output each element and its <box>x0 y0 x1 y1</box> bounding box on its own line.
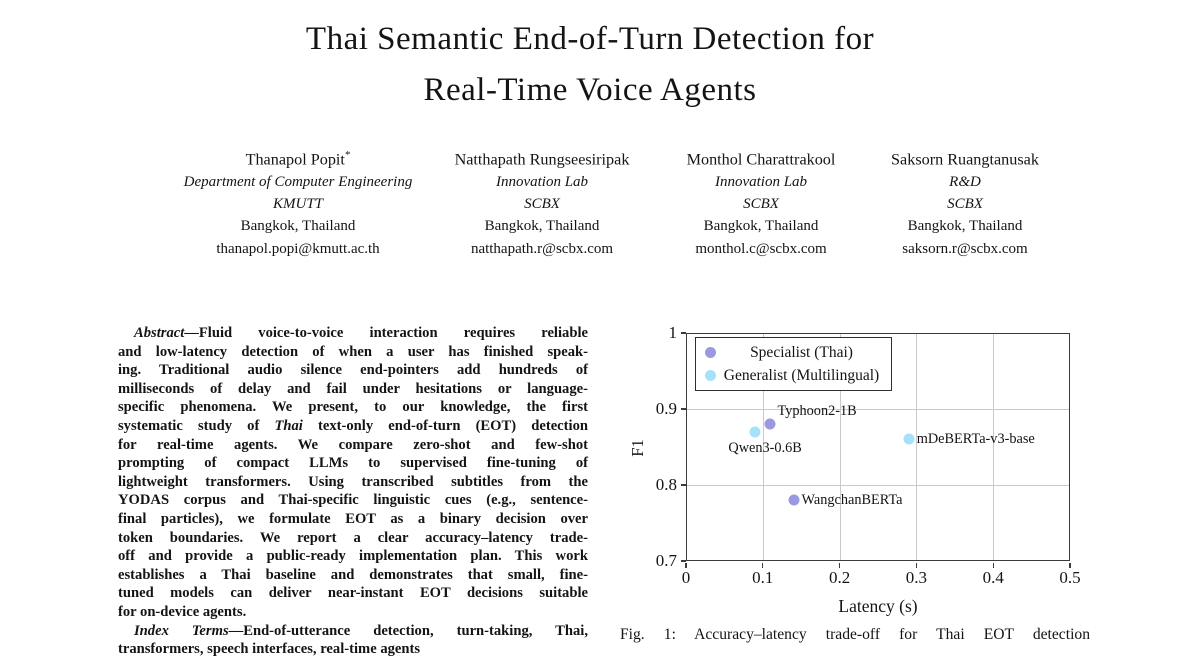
x-tick-mark <box>916 563 917 568</box>
author-2 <box>428 144 656 260</box>
legend-marker-icon <box>705 370 716 381</box>
author-name <box>866 144 1064 171</box>
point-label: WangchanBERTa <box>801 492 903 509</box>
author-affiliation: Innovation Lab <box>495 173 589 190</box>
chart-legend <box>695 337 892 391</box>
legend-item <box>700 364 887 387</box>
abstract-line: prompting of compact LLMs to supervised fine-tuning of <box>118 455 588 472</box>
paper-title <box>0 14 1180 116</box>
abstract-line: for real-time agents. We compare zero-shot and few-shot <box>118 436 588 453</box>
author-name <box>660 144 862 171</box>
abstract-line: final particles), we formulate EOT as a binary decision over <box>118 510 588 527</box>
y-tick-label: 0.9 <box>655 399 677 418</box>
author-email: saksorn.r@scbx.com <box>902 240 1028 257</box>
data-point <box>788 495 799 506</box>
y-tick-mark <box>681 560 686 561</box>
abstract-line: milliseconds of delay and fail under hesitations or language- <box>118 380 588 397</box>
paper-title-line2: Real-Time Voice Agents <box>423 72 757 108</box>
x-tick-label: 0.2 <box>828 568 851 587</box>
author-email: monthol.c@scbx.com <box>695 240 827 257</box>
author-location: Bangkok, Thailand <box>240 218 356 235</box>
x-tick-mark <box>839 563 840 568</box>
author-email: thanapol.popi@kmutt.ac.th <box>216 240 380 257</box>
author-institution: SCBX <box>743 195 779 212</box>
author-mark: * <box>344 149 351 161</box>
y-tick-label: 0.7 <box>655 551 677 570</box>
abstract-column <box>118 324 588 659</box>
legend-label: Generalist (Multilingual) <box>723 366 880 384</box>
abstract-line: lightweight transformers. Using transcribed subtitles from the <box>118 473 588 490</box>
point-label: mDeBERTa-v3-base <box>916 431 1035 448</box>
abstract-line: Abstract—Fluid voice-to-voice interaction requires reliable <box>134 325 588 341</box>
abstract-line: establishes a Thai baseline and demonstrates that small, fine- <box>118 566 588 583</box>
x-tick-label: 0.4 <box>982 568 1004 587</box>
author-email: natthapath.r@scbx.com <box>470 240 614 257</box>
author-institution: SCBX <box>947 195 983 212</box>
legend-label: Specialist (Thai) <box>750 343 853 361</box>
x-tick-label: 0 <box>681 568 691 587</box>
data-point <box>903 434 914 445</box>
author-location: Bangkok, Thailand <box>703 218 819 235</box>
figure-caption: Fig. 1: Accuracy–latency trade-off for Thai EOT detection <box>620 626 1090 643</box>
figure-1 <box>620 320 1090 660</box>
x-tick-mark <box>762 563 763 568</box>
author-name-text: Thanapol Popit <box>245 150 345 169</box>
x-tick-mark <box>685 563 686 568</box>
data-point <box>750 426 761 437</box>
point-label: Qwen3-0.6B <box>728 439 802 456</box>
abstract-line: transformers, speech interfaces, real-time agents <box>118 641 421 658</box>
paper-title-line1: Thai Semantic End-of-Turn Detection for <box>305 21 875 57</box>
abstract-line: systematic study of Thai text-only end-of-turn (EOT) detection <box>118 417 588 434</box>
legend-item <box>700 341 887 364</box>
y-tick-mark <box>681 332 686 333</box>
author-4 <box>866 144 1064 260</box>
author-location: Bangkok, Thailand <box>484 218 600 235</box>
author-affiliation: Innovation Lab <box>714 173 808 190</box>
data-point <box>765 419 776 430</box>
author-name-text: Natthapath Rungseesiripak <box>454 150 630 169</box>
author-location: Bangkok, Thailand <box>907 218 1023 235</box>
x-tick-label: 0.5 <box>1059 568 1081 587</box>
abstract-line: ing. Traditional audio silence end-pointers add hundreds of <box>118 362 588 379</box>
author-name <box>428 144 656 171</box>
point-label: Typhoon2-1B <box>777 403 857 420</box>
author-affiliation: R&D <box>949 173 981 190</box>
abstract-line: token boundaries. We report a clear accuracy–latency trade- <box>118 529 588 546</box>
y-tick-label: 1 <box>668 323 677 342</box>
y-tick-mark <box>681 484 686 485</box>
abstract-line: Index Terms—End-of-utterance detection, turn-taking, Thai, <box>134 622 588 639</box>
x-axis-label: Latency (s) <box>838 596 918 616</box>
x-tick-label: 0.1 <box>752 568 774 587</box>
y-tick-label: 0.8 <box>655 475 677 494</box>
abstract-line: for on-device agents. <box>118 603 247 620</box>
x-tick-mark <box>993 563 994 568</box>
x-tick-label: 0.3 <box>905 568 928 587</box>
legend-marker-icon <box>705 347 716 358</box>
abstract-line: YODAS corpus and Thai-specific linguistic cues (e.g., sentence- <box>118 492 588 509</box>
abstract-line: tuned models can deliver near-instant EOT decisions suitable <box>118 585 588 602</box>
author-1 <box>172 144 424 260</box>
author-institution: KMUTT <box>272 195 324 212</box>
x-tick-mark <box>1069 563 1070 568</box>
author-affiliation: Department of Computer Engineering <box>183 173 413 190</box>
abstract-line: and low-latency detection of when a user has finished speak- <box>118 343 588 360</box>
abstract-line: off and provide a public-ready implementation plan. This work <box>118 548 588 565</box>
abstract-line: specific phenomena. We present, to our knowledge, the first <box>118 399 588 416</box>
author-3 <box>660 144 862 260</box>
y-axis-label: F1 <box>628 439 647 457</box>
author-name-text: Saksorn Ruangtanusak <box>891 150 1039 169</box>
author-institution: SCBX <box>524 195 560 212</box>
author-name <box>172 144 424 171</box>
author-name-text: Monthol Charattrakool <box>686 150 836 169</box>
y-tick-mark <box>681 408 686 409</box>
author-block <box>170 144 1066 260</box>
